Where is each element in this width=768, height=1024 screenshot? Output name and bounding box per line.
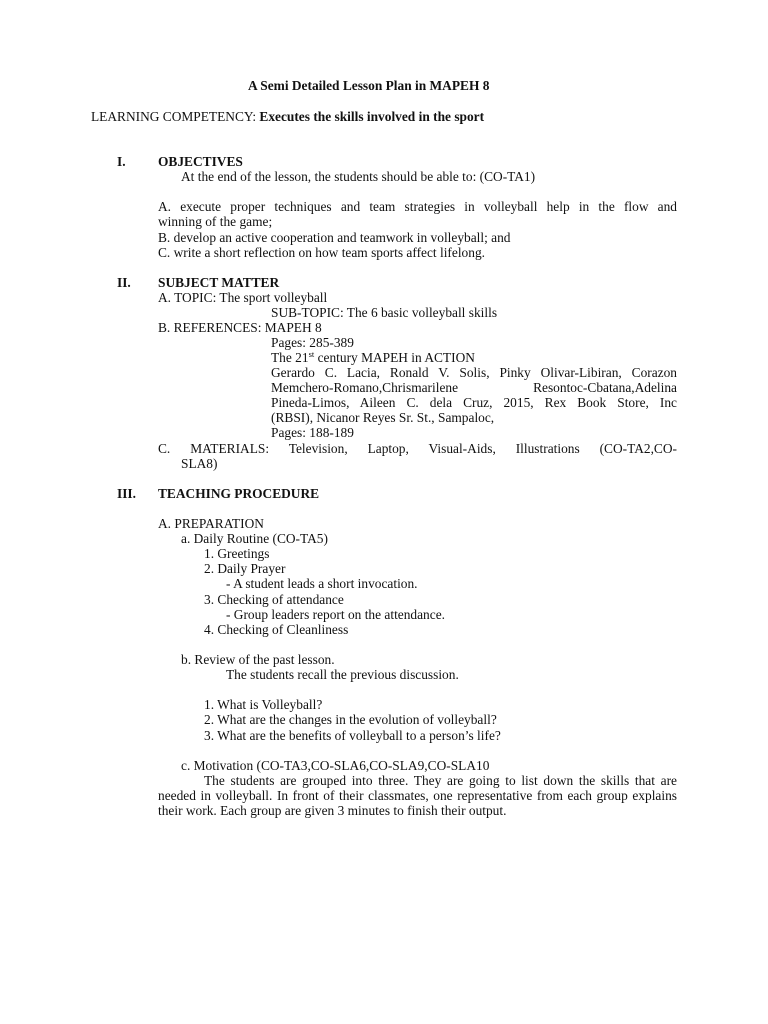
routine-item-3: 3. Checking of attendance [204, 592, 344, 607]
objective-b: B. develop an active cooperation and teamwork in volleyball; and [158, 230, 511, 245]
motivation-text: The students are grouped into three. They are going to list down the skills that are needed in volleyball. In front of their classmates, one representative from each group explains their work. Each group are given 3 minutes to finish their output. [158, 773, 677, 818]
section-numeral-procedure: III. [117, 486, 136, 501]
reference-authors-line4: (RBSI), Nicanor Reyes Sr. St., Sampaloc, [271, 410, 495, 425]
competency-text: Executes the skills involved in the sport [259, 109, 485, 124]
document-title: A Semi Detailed Lesson Plan in MAPEH 8 [248, 78, 490, 93]
review-question-1: 1. What is Volleyball? [204, 697, 323, 712]
preparation-heading: A. PREPARATION [158, 516, 264, 531]
topic-line: A. TOPIC: The sport volleyball [158, 290, 328, 305]
reference-authors-line3: Pineda-Limos, Aileen C. dela Cruz, 2015, Rex Book Store, Inc [271, 395, 677, 410]
routine-item-3-sub: - Group leaders report on the attendance. [226, 607, 445, 622]
book-title-superscript: st [308, 349, 315, 359]
review-text: The students recall the previous discussion. [226, 667, 459, 682]
routine-item-2-sub: - A student leads a short invocation. [226, 576, 418, 591]
section-heading-objectives: OBJECTIVES [158, 154, 243, 169]
section-heading-subject-matter: SUBJECT MATTER [158, 275, 280, 290]
reference-pages-2: Pages: 188-189 [271, 425, 354, 440]
routine-item-4: 4. Checking of Cleanliness [204, 622, 349, 637]
routine-item-1: 1. Greetings [204, 546, 270, 561]
book-title-start: The 21 [271, 350, 309, 365]
objective-a-line1: A. execute proper techniques and team strategies in volleyball help in the flow and [158, 199, 677, 214]
references-line: B. REFERENCES: MAPEH 8 [158, 320, 322, 335]
objective-a-line2: winning of the game; [158, 214, 273, 229]
reference-authors-line2: Memchero-Romano,Chrismarilene Resontoc-Cbatana,Adelina [271, 380, 677, 395]
section-numeral-subject-matter: II. [117, 275, 131, 290]
materials-line2: SLA8) [181, 456, 218, 471]
routine-item-2: 2. Daily Prayer [204, 561, 286, 576]
materials-line1: C. MATERIALS: Television, Laptop, Visual-Aids, Illustrations (CO-TA2,CO- [158, 441, 677, 456]
subtopic-line: SUB-TOPIC: The 6 basic volleyball skills [271, 305, 498, 320]
review-question-3: 3. What are the benefits of volleyball to a person’s life? [204, 728, 501, 743]
learning-competency [91, 109, 484, 124]
review-heading: b. Review of the past lesson. [181, 652, 335, 667]
section-heading-procedure: TEACHING PROCEDURE [158, 486, 320, 501]
objective-c: C. write a short reflection on how team sports affect lifelong. [158, 245, 485, 260]
reference-book-title [271, 350, 475, 365]
motivation-heading: c. Motivation (CO-TA3,CO-SLA6,CO-SLA9,CO-SLA10 [181, 758, 490, 773]
review-question-2: 2. What are the changes in the evolution of volleyball? [204, 712, 497, 727]
book-title-end: century MAPEH in ACTION [314, 350, 475, 365]
reference-pages-1: Pages: 285-389 [271, 335, 354, 350]
reference-authors-line1: Gerardo C. Lacia, Ronald V. Solis, Pinky Olivar-Libiran, Corazon [271, 365, 677, 380]
objectives-intro: At the end of the lesson, the students should be able to: (CO-TA1) [181, 169, 536, 184]
daily-routine: a. Daily Routine (CO-TA5) [181, 531, 328, 546]
competency-label: LEARNING COMPETENCY: [91, 109, 260, 124]
section-numeral-objectives: I. [117, 154, 126, 169]
